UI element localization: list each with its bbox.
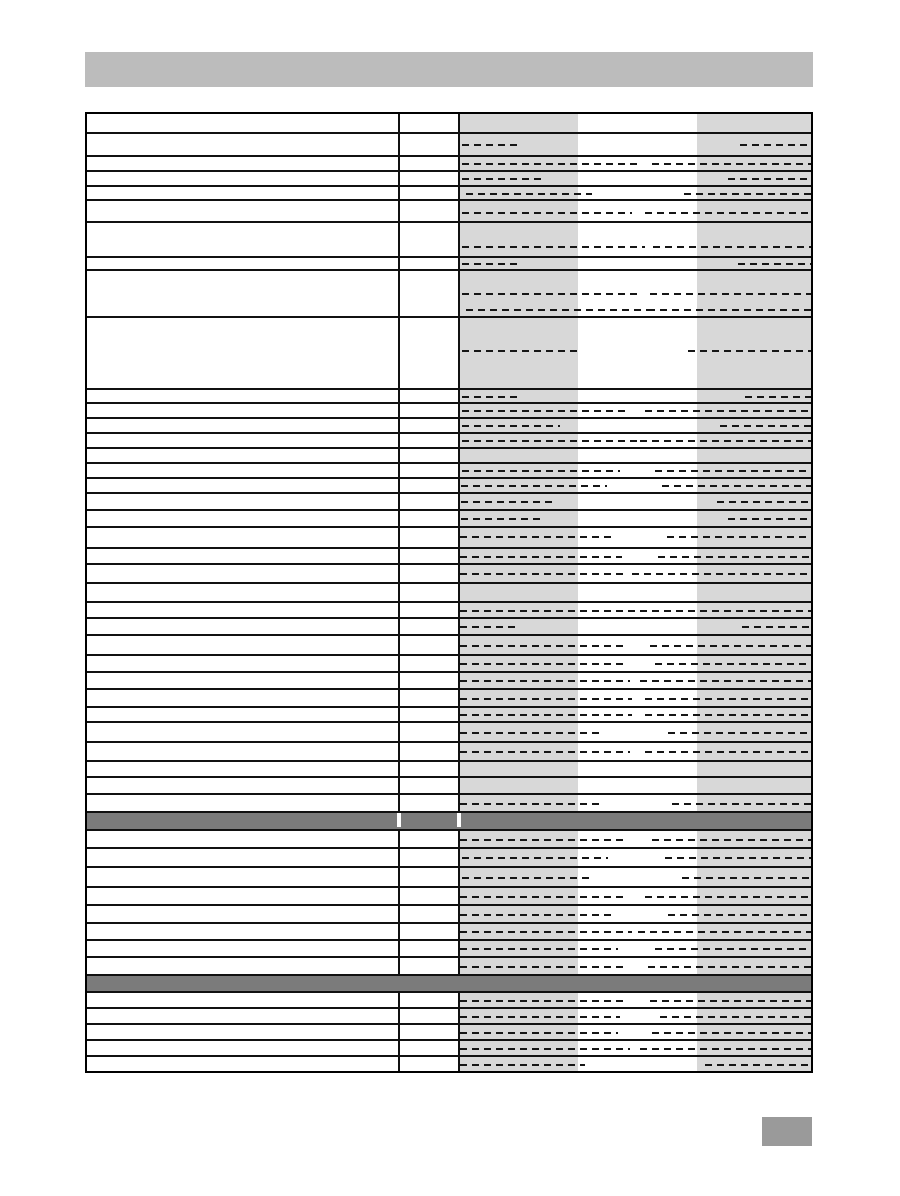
redacted-text-dash (461, 501, 555, 503)
redacted-text-dash (460, 1000, 625, 1002)
redacted-text-dash (466, 309, 648, 311)
redacted-text-dash (645, 212, 813, 214)
redacted-text-dash (720, 425, 813, 427)
table-row (85, 941, 813, 958)
redacted-text-dash (460, 610, 632, 612)
table-row (85, 1009, 813, 1025)
redacted-text-dash (668, 914, 813, 916)
redacted-text-dash (460, 931, 632, 933)
redacted-text-dash (688, 350, 813, 352)
table-row (85, 434, 813, 449)
table-row (85, 172, 813, 187)
table-row (85, 511, 813, 528)
redacted-text-dash (640, 680, 813, 682)
redacted-text-dash (462, 212, 632, 214)
redacted-text-dash (728, 518, 808, 520)
redacted-text-dash (650, 293, 813, 295)
redacted-text-dash (466, 193, 592, 195)
page-title-bar (85, 52, 813, 87)
table-row (85, 390, 813, 404)
redacted-text-dash (684, 193, 813, 195)
table-row (85, 1041, 813, 1057)
redacted-text-dash (460, 914, 615, 916)
redacted-text-dash (645, 410, 813, 412)
table-row (85, 419, 813, 434)
redacted-text-dash (705, 1064, 813, 1066)
redacted-text-dash (460, 896, 628, 898)
table-row (85, 187, 813, 201)
table-row (85, 528, 813, 549)
redacted-text-dash (653, 246, 813, 248)
table-row (85, 778, 813, 795)
redacted-text-dash (660, 1016, 813, 1018)
spec-table (85, 112, 813, 1073)
redacted-text-dash (655, 663, 813, 665)
table-row (85, 831, 813, 849)
table-row (85, 134, 813, 157)
redacted-text-dash (652, 1032, 813, 1034)
redacted-text-dash (460, 732, 602, 734)
table-row (85, 449, 813, 464)
redacted-text-dash (645, 896, 813, 898)
redacted-text-dash (461, 485, 607, 487)
table-row (85, 868, 813, 888)
redacted-text-dash (665, 857, 813, 859)
redacted-text-dash (462, 163, 638, 165)
table-row (85, 619, 813, 636)
redacted-text-dash (645, 698, 813, 700)
redacted-text-dash (462, 425, 560, 427)
table-row (85, 112, 813, 134)
section-bar-divider-notch (457, 813, 461, 827)
redacted-text-dash (462, 293, 642, 295)
redacted-text-dash (462, 396, 520, 398)
redacted-text-dash (667, 536, 813, 538)
redacted-text-dash (652, 839, 813, 841)
redacted-text-dash (650, 1000, 813, 1002)
redacted-text-dash (460, 1016, 620, 1018)
redacted-text-dash (462, 877, 592, 879)
table-rows (85, 112, 813, 1073)
redacted-text-dash (460, 751, 630, 753)
redacted-text-dash (640, 1048, 813, 1050)
redacted-text-dash (638, 931, 813, 933)
redacted-text-dash (658, 556, 813, 558)
redacted-text-dash (462, 470, 620, 472)
table-row (85, 479, 813, 494)
redacted-text-dash (462, 440, 638, 442)
table-row (85, 157, 813, 172)
table-row (85, 494, 813, 511)
table-row (85, 708, 813, 723)
redacted-text-dash (728, 178, 813, 180)
table-row (85, 636, 813, 656)
redacted-text-dash (460, 556, 622, 558)
table-row (85, 924, 813, 941)
table-row (85, 549, 813, 565)
redacted-text-dash (460, 698, 632, 700)
redacted-text-dash (460, 626, 515, 628)
table-row (85, 743, 813, 762)
redacted-text-dash (655, 470, 813, 472)
table-row (85, 673, 813, 690)
section-header-bar (85, 976, 813, 993)
redacted-text-dash (460, 1048, 630, 1050)
redacted-text-dash (668, 732, 813, 734)
redacted-text-dash (461, 518, 543, 520)
table-row (85, 690, 813, 708)
redacted-text-dash (460, 714, 632, 716)
redacted-text-dash (740, 144, 813, 146)
redacted-text-dash (717, 501, 813, 503)
table-row (85, 271, 813, 318)
redacted-text-dash (648, 309, 813, 311)
redacted-text-dash (742, 626, 813, 628)
redacted-text-dash (460, 966, 628, 968)
redacted-text-dash (460, 948, 618, 950)
table-row (85, 993, 813, 1009)
redacted-text-dash (462, 857, 608, 859)
redacted-text-dash (682, 877, 813, 879)
table-row (85, 906, 813, 924)
table-row (85, 723, 813, 743)
table-row (85, 318, 813, 390)
redacted-text-dash (460, 1032, 618, 1034)
section-bar-divider-notch (397, 813, 401, 827)
redacted-text-dash (460, 645, 625, 647)
table-row (85, 1057, 813, 1073)
redacted-text-dash (745, 396, 813, 398)
redacted-text-dash (460, 536, 615, 538)
table-row (85, 404, 813, 419)
table-row (85, 656, 813, 673)
redacted-text-dash (460, 839, 625, 841)
redacted-text-dash (462, 410, 628, 412)
table-row (85, 603, 813, 619)
redacted-text-dash (460, 1064, 585, 1066)
table-row (85, 223, 813, 258)
redacted-text-dash (628, 610, 813, 612)
table-row (85, 1025, 813, 1041)
redacted-text-dash (460, 680, 630, 682)
redacted-text-dash (645, 714, 813, 716)
redacted-text-dash (462, 246, 645, 248)
table-row (85, 565, 813, 584)
redacted-text-dash (648, 966, 813, 968)
redacted-text-dash (632, 573, 813, 575)
redacted-text-dash (460, 663, 628, 665)
section-header-bar (85, 813, 813, 831)
table-row (85, 958, 813, 976)
table-row (85, 584, 813, 603)
redacted-text-dash (640, 440, 813, 442)
redacted-text-dash (650, 645, 813, 647)
redacted-text-dash (738, 263, 813, 265)
table-row (85, 464, 813, 479)
redacted-text-dash (462, 263, 520, 265)
table-row (85, 201, 813, 223)
redacted-text-dash (462, 144, 517, 146)
table-row (85, 795, 813, 813)
table-row (85, 888, 813, 906)
redacted-text-dash (460, 803, 600, 805)
redacted-text-dash (645, 751, 813, 753)
table-row (85, 762, 813, 778)
redacted-text-dash (652, 163, 813, 165)
redacted-text-dash (462, 350, 578, 352)
table-row (85, 849, 813, 868)
redacted-text-dash (462, 178, 545, 180)
redacted-text-dash (662, 485, 813, 487)
redacted-text-dash (460, 573, 628, 575)
table-row (85, 258, 813, 271)
redacted-text-dash (655, 948, 813, 950)
page-number-box (762, 1117, 812, 1146)
redacted-text-dash (672, 803, 813, 805)
